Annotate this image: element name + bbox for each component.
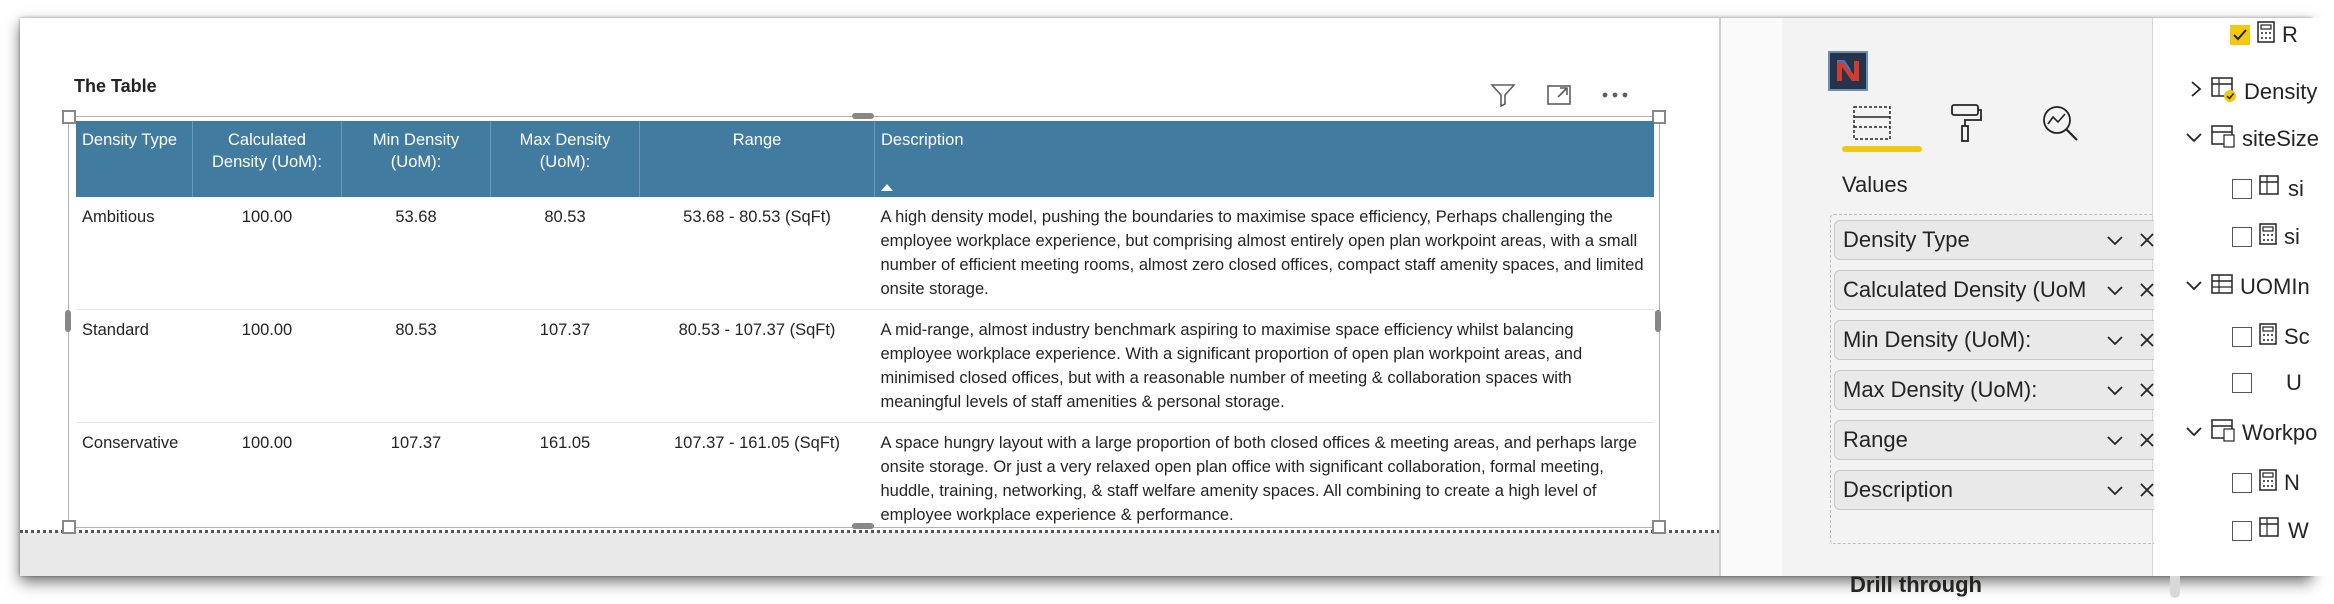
- pane-divider[interactable]: [1719, 18, 1721, 576]
- column-header-description[interactable]: [875, 121, 1655, 197]
- field-item[interactable]: [2232, 370, 2302, 396]
- calculator-icon: [2258, 322, 2278, 352]
- cell-density-type: Standard: [76, 310, 193, 423]
- cell-max-density: 80.53: [491, 197, 640, 310]
- cell-max-density: 107.37: [491, 310, 640, 423]
- fields-tab-icon[interactable]: [1842, 98, 1902, 148]
- chevron-down-icon[interactable]: [2105, 430, 2125, 456]
- column-header-description-label: Description: [881, 131, 964, 149]
- checkbox[interactable]: [2232, 227, 2252, 247]
- column-header-calculated-density[interactable]: Calculated Density (UoM):: [193, 121, 342, 197]
- cell-calculated-density: 100.00: [193, 197, 342, 310]
- table-calculator-icon: [2210, 418, 2236, 448]
- calculator-icon: [2258, 468, 2278, 498]
- field-well-description[interactable]: [1834, 470, 2168, 510]
- field-item-label: si: [2288, 176, 2304, 201]
- field-item-label: si: [2284, 224, 2300, 249]
- field-item[interactable]: [2232, 322, 2310, 352]
- checkbox[interactable]: [2232, 473, 2252, 493]
- chevron-down-icon[interactable]: [2184, 420, 2204, 446]
- cell-calculated-density: 100.00: [241, 434, 293, 452]
- cell-min-density: 53.68: [342, 197, 491, 310]
- cell-min-density: 80.53: [342, 310, 491, 423]
- checkbox[interactable]: [2232, 179, 2252, 199]
- chevron-down-icon[interactable]: [2105, 280, 2125, 306]
- table-row[interactable]: [76, 423, 1654, 536]
- chevron-down-icon[interactable]: [2184, 126, 2204, 152]
- density-table: [76, 121, 1654, 535]
- visual-title: The Table: [74, 76, 157, 96]
- field-item-label: W: [2288, 518, 2309, 543]
- checkbox[interactable]: [2232, 373, 2252, 393]
- table-row[interactable]: [76, 310, 1654, 423]
- resize-handle-top[interactable]: [852, 113, 874, 119]
- cell-density-type: Conservative: [82, 434, 179, 452]
- field-item-label: N: [2284, 470, 2300, 495]
- chevron-down-icon[interactable]: [2105, 480, 2125, 506]
- resize-handle-bottom-right[interactable]: [1652, 520, 1666, 534]
- table-node-label: Density: [2244, 79, 2318, 104]
- table-icon: [2210, 272, 2234, 302]
- table-node-sitesize[interactable]: [2184, 124, 2319, 154]
- cell-max-density: 161.05: [539, 434, 591, 452]
- values-well-label: Values: [1842, 172, 1908, 197]
- field-well-density-type[interactable]: [1834, 220, 2168, 260]
- chevron-down-icon[interactable]: [2184, 274, 2204, 300]
- field-well-min-density[interactable]: [1834, 320, 2168, 360]
- table-node-density[interactable]: [2188, 76, 2317, 108]
- field-item[interactable]: [2232, 174, 2304, 204]
- cell-range: 80.53 - 107.37 (SqFt): [640, 310, 875, 423]
- table-node-workpoint[interactable]: [2184, 418, 2317, 448]
- field-well-label: Max Density (UoM):: [1843, 377, 2038, 402]
- column-header-max-density[interactable]: Max Density (UoM):: [491, 121, 640, 197]
- table-node-label: siteSize: [2242, 126, 2320, 151]
- table-node-label: UOMIn: [2240, 274, 2310, 299]
- resize-handle-top-left[interactable]: [62, 110, 76, 124]
- field-item[interactable]: [2232, 468, 2300, 498]
- cell-description: A high density model, pushing the boundaries to maximise space efficiency, Perhaps challenging the employee workplace experience, but comprising almost entirely open plan workpoint areas, with a small number of efficient meeting rooms, almost zero closed offices, compact staff amenity spaces, and limited onsite storage.: [875, 197, 1655, 310]
- field-item[interactable]: [2232, 222, 2300, 252]
- column-header-density-type[interactable]: Density Type: [76, 121, 193, 197]
- resize-handle-bottom-left[interactable]: [62, 520, 76, 534]
- visual-header: [1486, 78, 1632, 112]
- chevron-right-icon[interactable]: [2188, 79, 2204, 105]
- field-well-range[interactable]: [1834, 420, 2168, 460]
- chevron-down-icon[interactable]: [2105, 380, 2125, 406]
- resize-handle-right[interactable]: [1655, 310, 1661, 332]
- column-header-min-density[interactable]: Min Density (UoM):: [342, 121, 491, 197]
- chevron-down-icon[interactable]: [2105, 230, 2125, 256]
- report-window: [20, 18, 2320, 597]
- calculator-icon: [2256, 20, 2276, 50]
- drill-through-heading: Drill through: [1850, 572, 1982, 597]
- field-item-label: R: [2282, 22, 2298, 47]
- field-item[interactable]: [2230, 20, 2298, 50]
- format-paint-roller-icon[interactable]: [1936, 98, 1996, 148]
- table-calculator-icon: [2210, 124, 2236, 154]
- field-well-label: Range: [1843, 427, 1908, 452]
- canvas-page-area: [20, 532, 1720, 576]
- active-tab-indicator: [1842, 146, 1922, 152]
- table-node-label: Workpo: [2242, 420, 2318, 445]
- custom-visual-tile-icon[interactable]: [1828, 51, 1868, 91]
- field-well-label: Min Density (UoM):: [1843, 327, 2032, 352]
- more-options-icon[interactable]: [1598, 78, 1632, 112]
- field-well-label: Density Type: [1843, 227, 1970, 252]
- checkbox[interactable]: [2232, 327, 2252, 347]
- checkbox[interactable]: [2232, 521, 2252, 541]
- cell-range: 53.68 - 80.53 (SqFt): [640, 197, 875, 310]
- table-field-icon: [2258, 174, 2282, 204]
- chevron-down-icon[interactable]: [2105, 330, 2125, 356]
- table-row[interactable]: [76, 197, 1654, 310]
- cell-description: A space hungry layout with a large proportion of both closed offices & meeting areas, and perhaps large onsite storage. Or just a very relaxed open plan office with significant collaboration, formal meeting, huddle, training, networking, & staff welfare amenity spaces. All combining to create a high level of employee workplace experience & performance.: [880, 434, 1637, 524]
- field-well-label: Calculated Density (UoM: [1843, 277, 2087, 302]
- field-item[interactable]: [2232, 516, 2309, 546]
- field-well-calculated-density[interactable]: [1834, 270, 2168, 310]
- column-header-range[interactable]: Range: [640, 121, 875, 197]
- filter-icon[interactable]: [1486, 78, 1520, 112]
- checkbox-checked[interactable]: [2230, 25, 2250, 45]
- cell-calculated-density: 100.00: [193, 310, 342, 423]
- field-well-max-density[interactable]: [1834, 370, 2168, 410]
- calculator-icon: [2258, 222, 2278, 252]
- cell-density-type: Ambitious: [76, 197, 193, 310]
- resize-handle-top-right[interactable]: [1652, 110, 1666, 124]
- cell-range: 107.37 - 161.05 (SqFt): [673, 434, 840, 452]
- cell-description: A mid-range, almost industry benchmark aspiring to maximise space efficiency whilst balancing employee workplace experience. With a significant proportion of open plan workpoint areas, and minimised closed offices, but with a reasonable number of meeting & collaboration spaces with meaningful levels of staff amenities & personal storage.: [875, 310, 1655, 423]
- table-checked-icon: [2210, 76, 2238, 108]
- sort-ascending-icon: [881, 184, 893, 191]
- resize-handle-left[interactable]: [65, 310, 71, 332]
- analytics-magnifier-icon[interactable]: [2030, 98, 2090, 148]
- viz-pane-tabs: [1842, 98, 2090, 148]
- table-node-uomin[interactable]: [2184, 272, 2310, 302]
- cell-min-density: 107.37: [390, 434, 442, 452]
- field-item-label: U: [2286, 370, 2302, 395]
- field-item-label: Sc: [2284, 324, 2310, 349]
- focus-mode-icon[interactable]: [1542, 78, 1576, 112]
- field-well-label: Description: [1843, 477, 1954, 502]
- table-header-row: [76, 121, 1654, 197]
- table-field-icon: [2258, 516, 2282, 546]
